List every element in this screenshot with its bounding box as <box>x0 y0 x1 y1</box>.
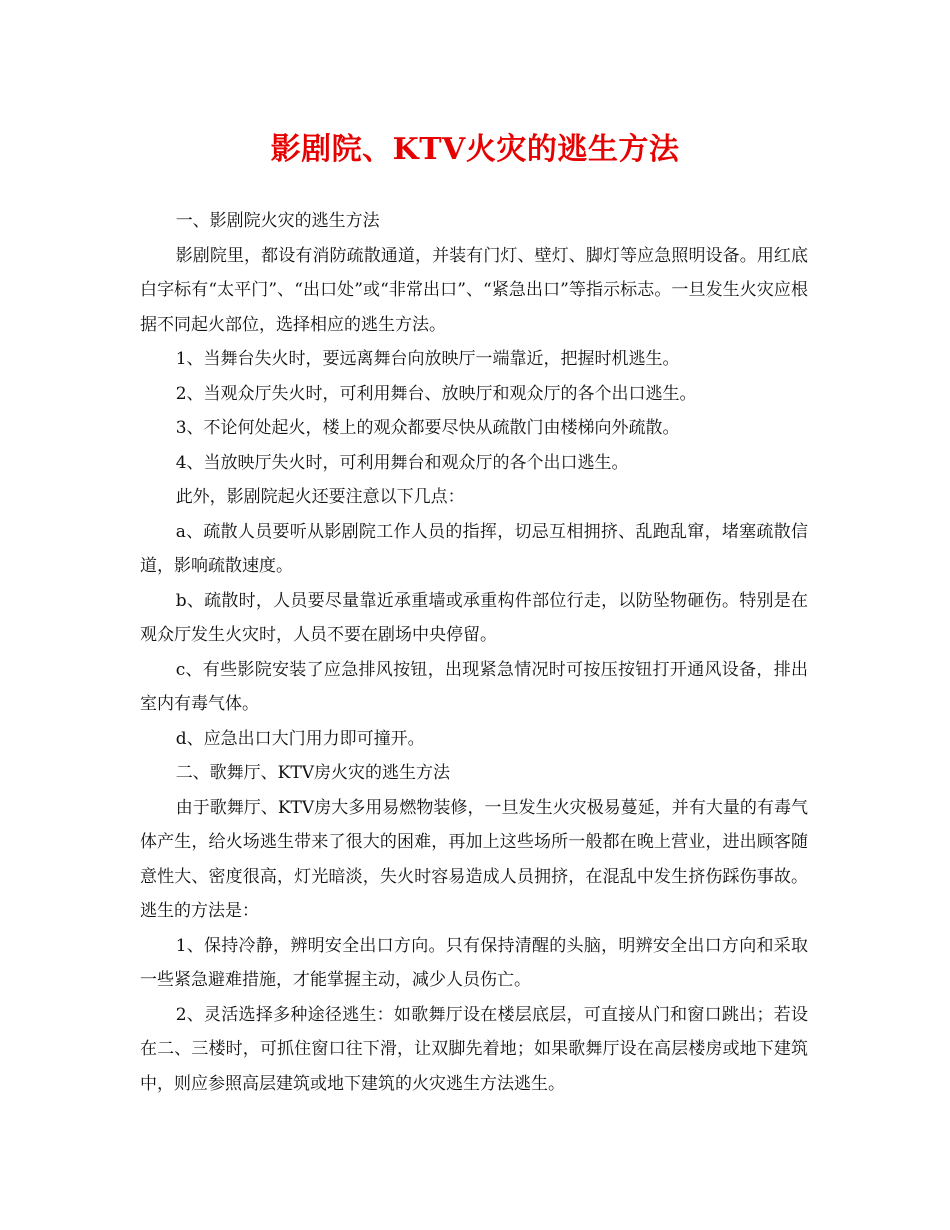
list-item-note-d: d、应急出口大门用力即可撞开。 <box>175 728 425 749</box>
section-heading-ktv: 二、歌舞厅、KTV房火灾的逃生方法 <box>175 763 451 783</box>
list-item-flexible-escape: 2、灵活选择多种途径逃生：如歌舞厅设在楼层底层，可直接从门和窗口跳出；若设在二、三楼时，可抓住窗口往下滑，让双脚先着地；如果歌舞厅设在高层楼房或地下建筑中，则应参照高层建筑或地下建筑的火灾逃生方法逃生。 <box>140 1004 808 1094</box>
document-body <box>140 204 808 1101</box>
paragraph-additional-notes: 此外，影剧院起火还要注意以下几点： <box>175 487 465 507</box>
list-item-note-b: b、疏散时，人员要尽量靠近承重墙或承重构件部位行走，以防坠物砸伤。特别是在观众厅发生火灾时，人员不要在剧场中央停留。 <box>140 590 808 645</box>
list-item-stage-fire: 1、当舞台失火时，要远离舞台向放映厅一端靠近，把握时机逃生。 <box>175 349 680 369</box>
list-item-upstairs-evacuation: 3、不论何处起火，楼上的观众都要尽快从疏散门由楼梯向外疏散。 <box>175 418 680 438</box>
list-item-auditorium-fire: 2、当观众厅失火时，可利用舞台、放映厅和观众厅的各个出口逃生。 <box>175 383 697 404</box>
list-item-note-c: c、有些影院安装了应急排风按钮，出现紧急情况时可按压按钮打开通风设备，排出室内有毒气体。 <box>140 659 808 714</box>
paragraph-ktv-intro: 由于歌舞厅、KTV房大多用易燃物装修，一旦发生火灾极易蔓延，并有大量的有毒气体产生，给火场逃生带来了很大的困难，再加上这些场所一般都在晚上营业，进出顾客随意性大、密度很高，灯光暗淡，失火时容易造成人员拥挤，在混乱中发生挤伤踩伤事故。逃生的方法是： <box>140 797 808 921</box>
paragraph-cinema-intro: 影剧院里，都设有消防疏散通道，并装有门灯、壁灯、脚灯等应急照明设备。用红底白字标有“太平门”、“出口处”或“非常出口”、“紧急出口”等指示标志。一旦发生火灾应根据不同起火部位，选择相应的逃生方法。 <box>140 245 808 335</box>
section-heading-cinema: 一、影剧院火灾的逃生方法 <box>175 211 380 231</box>
list-item-note-a: a、疏散人员要听从影剧院工作人员的指挥，切忌互相拥挤、乱跑乱窜，堵塞疏散信道，影响疏散速度。 <box>140 521 808 576</box>
document-title: 影剧院、KTV火灾的逃生方法 <box>270 132 680 167</box>
list-item-stay-calm: 1、保持冷静，辨明安全出口方向。只有保持清醒的头脑，明辨安全出口方向和采取一些紧急避难措施，才能掌握主动，减少人员伤亡。 <box>140 935 808 990</box>
list-item-projection-room-fire: 4、当放映厅失火时，可利用舞台和观众厅的各个出口逃生。 <box>175 452 629 473</box>
